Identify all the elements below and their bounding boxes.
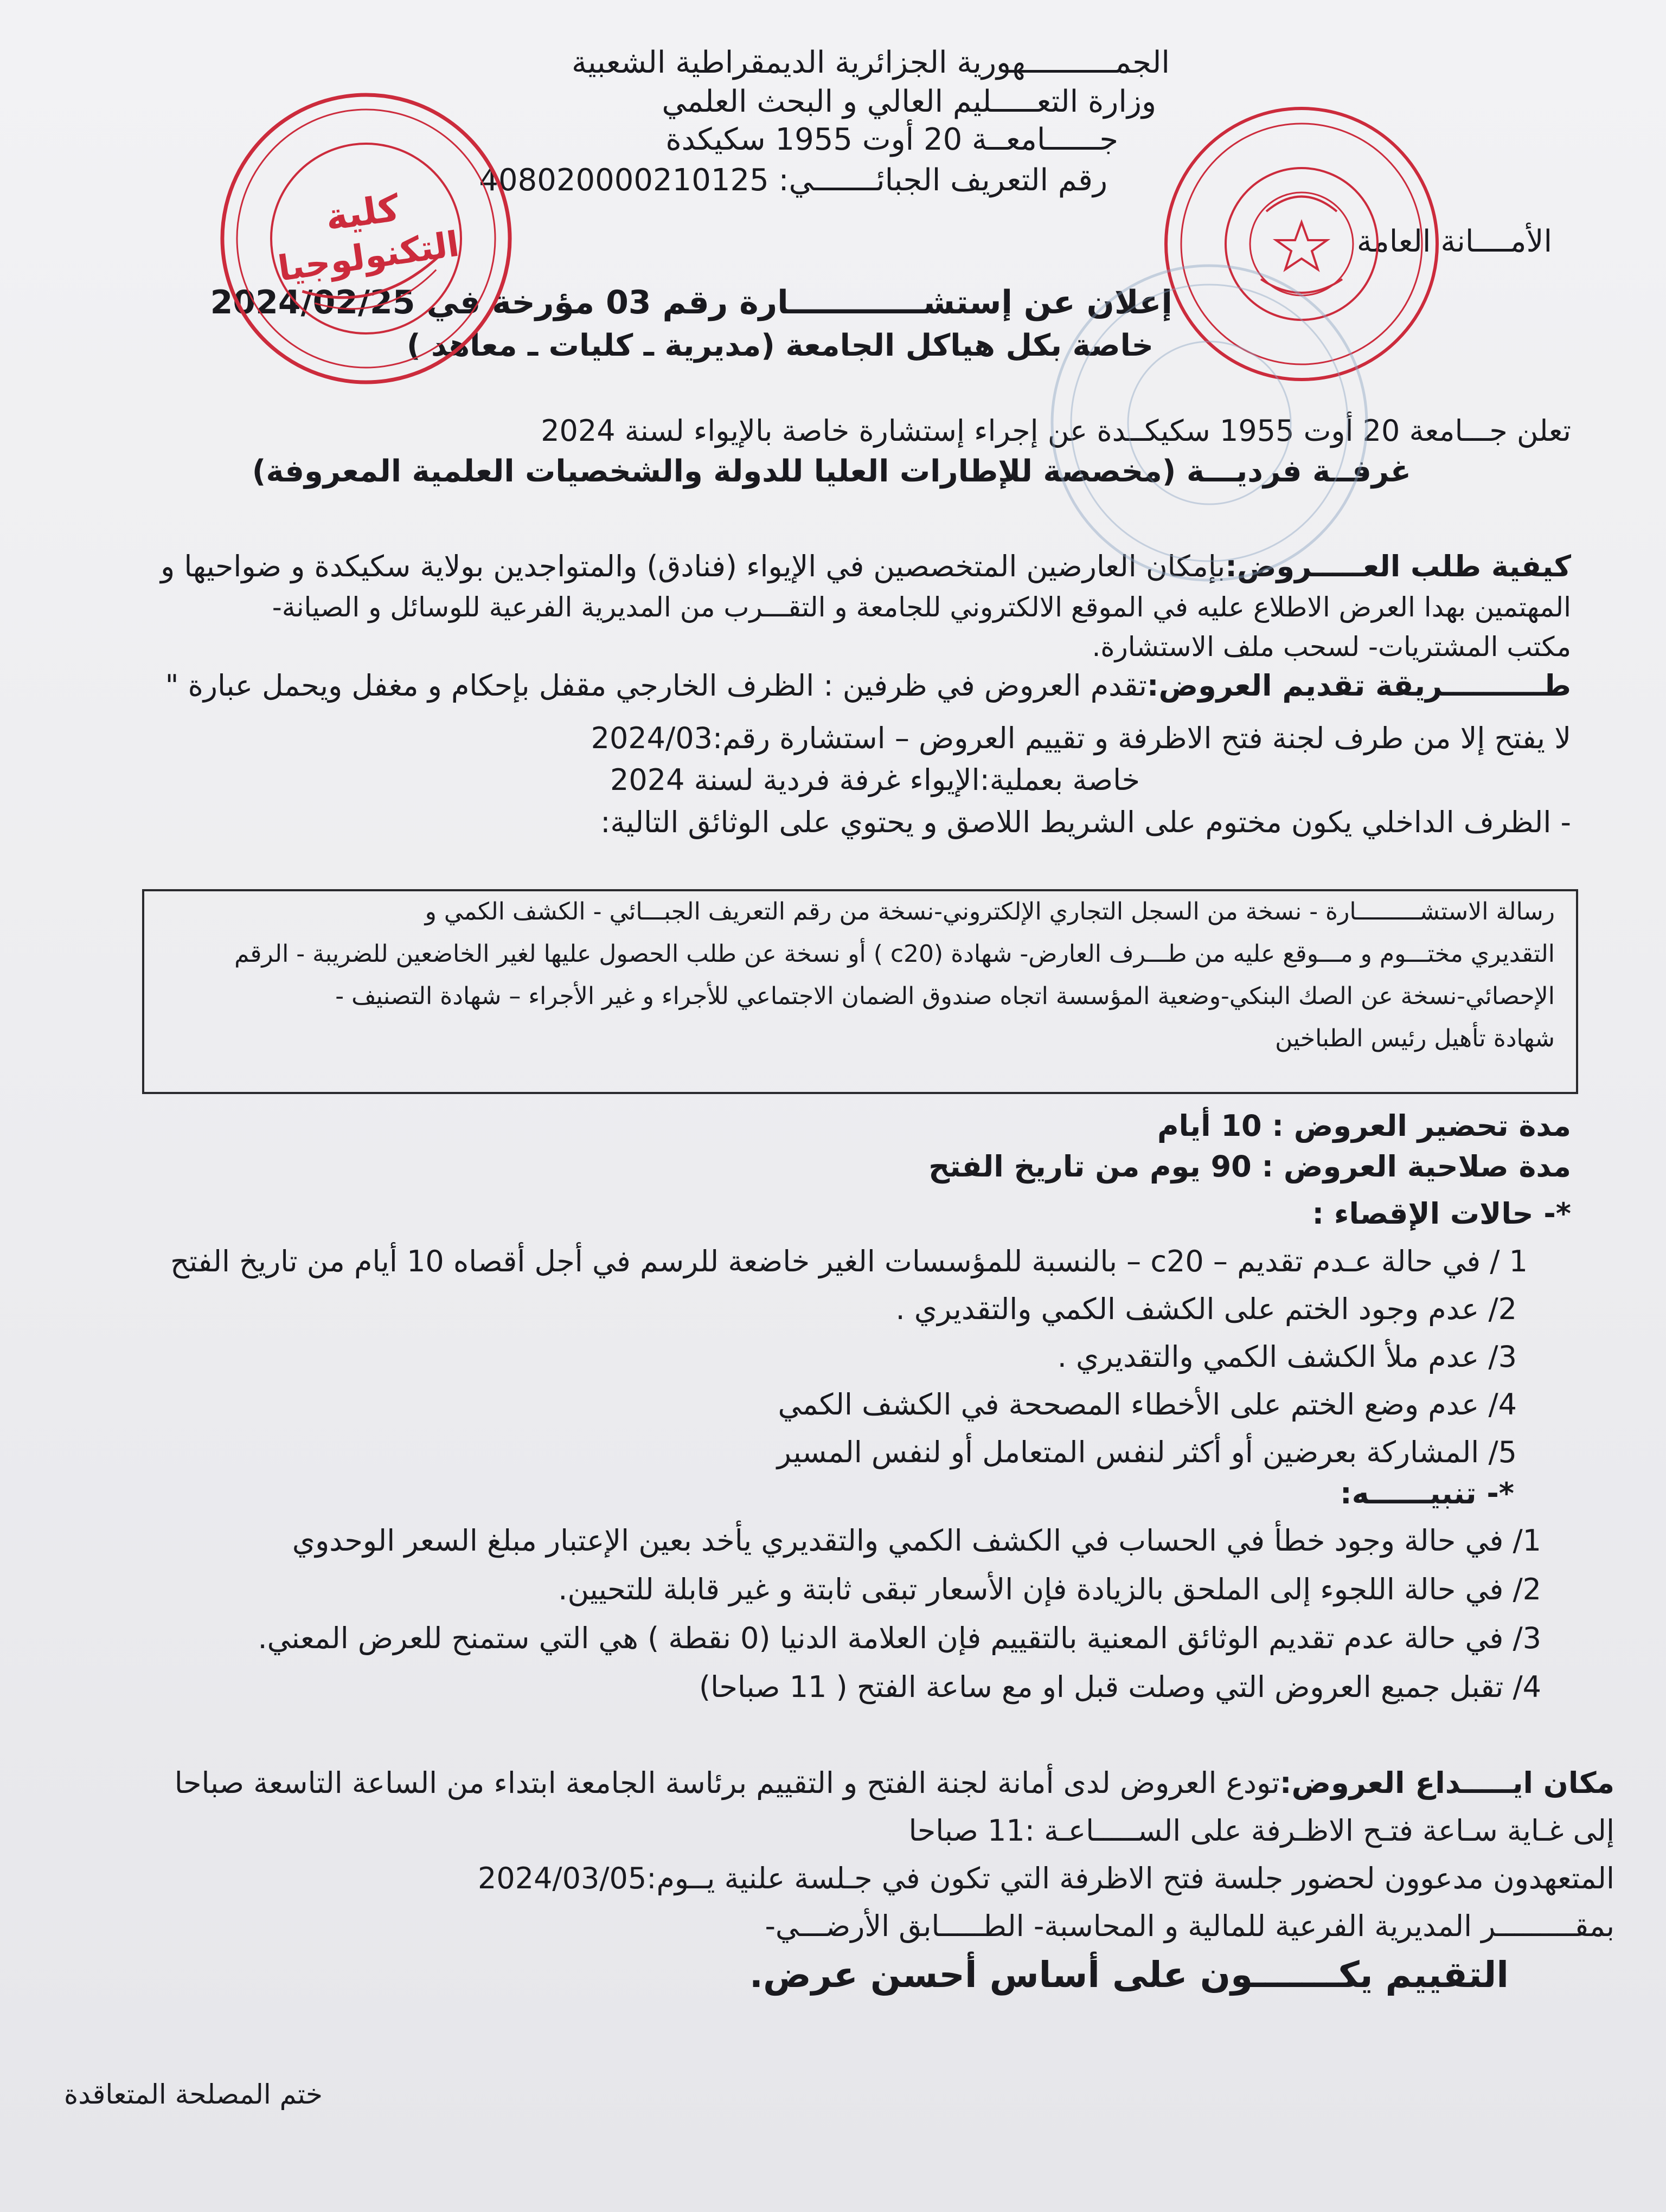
exclusion-item: 3/ عدم ملأ الكشف الكمي والتقديري .: [1057, 1340, 1517, 1374]
exclusion-item: 5/ المشاركة بعرضين أو أكثر لنفس المتعامل أو لنفس المسير: [777, 1435, 1517, 1469]
documents-line4: شهادة تأهيل رئيس الطباخين: [1275, 1025, 1555, 1052]
submission-line2: لا يفتح إلا من طرف لجنة فتح الاظرفة و تقييم العروض – استشارة رقم:2024/03: [591, 721, 1571, 755]
submission-line3: خاصة بعملية:الإيواء غرفة فردية لسنة 2024: [610, 763, 1140, 797]
room-type: غرفــة فرديـــة (مخصصة للإطارات العليا للدولة والشخصيات العلمية المعروفة): [252, 454, 1411, 489]
notice-item: 2/ في حالة اللجوء إلى الملحق بالزيادة فإن الأسعار تبقى ثابتة و غير قابلة للتحيين.: [558, 1572, 1541, 1606]
faint-blue-stamp: [1041, 255, 1377, 591]
submission-label: طــــــــــريقة تقديم العروض:: [1146, 668, 1571, 703]
submission-line1: طــــــــــريقة تقديم العروض:تقدم العروض في ظرفين : الظرف الخارجي مقفل بإحكام و مغفل ويحمل عبارة ": [165, 668, 1571, 703]
documents-line2: التقديري مختـــوم و مـــوقع عليه من طـــرف العارض- شهادة (c20 ) أو نسخة عن طلب الحصول عليها لغير الخاضعين للضريبة - الرقم: [234, 940, 1555, 968]
exclusion-item: 2/ عدم وجود الختم على الكشف الكمي والتقديري .: [895, 1292, 1517, 1326]
announcement-intro: تعلن جـــامعة 20 أوت 1955 سكيكــدة عن إجراء إستشارة خاصة بالإيواء لسنة 2024: [541, 414, 1571, 448]
notice-item: 1/ في حالة وجود خطأ في الحساب في الكشف الكمي والتقديري يأخد بعين الإعتبار مبلغ السعر الوحدوي: [292, 1523, 1541, 1558]
how-to-request-label: كيفية طلب العـــــروض:: [1225, 549, 1571, 583]
validity-duration: مدة صلاحية العروض : 90 يوم من تاريخ الفتح: [928, 1149, 1571, 1184]
ministry-heading: وزارة التعـــــليم العالي و البحث العلمي: [662, 84, 1156, 119]
secretary-general: الأمــــانة العامة: [1356, 224, 1552, 259]
tax-id: رقم التعريف الجبائـــــــي: 408020000210125: [479, 163, 1107, 198]
deposit-line1: مكان ايـــــداع العروض:تودع العروض لدى أمانة لجنة الفتح و التقييم برئاسة الجامعة ابتداء من الساعة التاسعة صباحا: [174, 1766, 1614, 1800]
announcement-subtitle: خاصة بكل هياكل الجامعة (مديرية ـ كليات ـ معاهد ): [406, 328, 1154, 363]
announcement-title: إعلان عن إستشــــــــــــارة رقم 03 مؤرخة في 2024/02/25: [210, 284, 1172, 321]
preparation-duration: مدة تحضير العروض : 10 أيام: [1157, 1109, 1571, 1143]
faculty-stamp-bottom-text: التكنولوجيا: [275, 224, 462, 290]
contractor-stamp-label: ختم المصلحة المتعاقدة: [64, 2079, 323, 2110]
deposit-line3: المتعهدون مدعوون لحضور جلسة فتح الاظرفة التي تكون في جـلسة علنية يــوم:2024/03/05: [478, 1861, 1614, 1895]
notice-item: 3/ في حالة عدم تقديم الوثائق المعنية بالتقييم فإن العلامة الدنيا (0 نقطة ) هي التي ستمنح للعرض المعني.: [258, 1621, 1541, 1655]
how-to-request-line1: كيفية طلب العـــــروض:بإمكان العارضين المتخصصين في الإيواء (فنادق) والمتواجدين بولاية سكيكدة و ضواحيها و: [161, 549, 1571, 583]
submission-line4: - الظرف الداخلي يكون مختوم على الشريط اللاصق و يحتوي على الوثائق التالية:: [600, 805, 1571, 839]
notice-item: 4/ تقبل جميع العروض التي وصلت قبل او مع ساعة الفتح ( 11 صباحا): [699, 1670, 1541, 1704]
deposit-label: مكان ايـــــداع العروض:: [1279, 1766, 1614, 1800]
deposit-line4: بمقـــــــــر المديرية الفرعية للمالية و المحاسبة- الطـــــابق الأرضـــي-: [765, 1909, 1614, 1943]
how-to-request-line3: مكتب المشتريات- لسحب ملف الاستشارة.: [1092, 631, 1571, 663]
documents-line3: الإحصائي-نسخة عن الصك البنكي-وضعية المؤسسة اتجاه صندوق الضمان الاجتماعي للأجراء و غير الأجراء – شهادة التصنيف -: [335, 982, 1555, 1010]
evaluation-basis: التقييم يكـــــــون على أساس أحسن عرض.: [749, 1954, 1509, 1996]
notice-title: *- تنبيــــــه:: [1340, 1476, 1514, 1510]
faculty-stamp-top-text: كلية: [323, 187, 402, 240]
republic-heading: الجمــــــــــهورية الجزائرية الديمقراطية الشعبية: [572, 45, 1170, 80]
faculty-stamp: [214, 87, 518, 390]
exclusion-item: 1 / في حالة عـدم تقديم – c20 – بالنسبة للمؤسسات الغير خاضعة للرسم في أجل أقصاه 10 أيام من تاريخ الفتح: [170, 1244, 1528, 1278]
university-heading: جــــــامعــة 20 أوت 1955 سكيكدة: [665, 122, 1118, 157]
deposit-line2: إلى غـاية سـاعة فتـح الاظـرفة على الســـــاعـة :11 صباحا: [908, 1814, 1614, 1848]
exclusion-title: *- حالات الإقصاء :: [1312, 1197, 1571, 1231]
exclusion-item: 4/ عدم وضع الختم على الأخطاء المصححة في الكشف الكمي: [778, 1387, 1517, 1422]
documents-line1: رسالة الاستشـــــــــارة - نسخة من السجل التجاري الإلكتروني-نسخة من رقم التعريف الجبـــائي - الكشف الكمي و: [425, 898, 1555, 925]
how-to-request-line2: المهتمين بهدا العرض الاطلاع عليه في الموقع الالكتروني للجامعة و التقـــرب من المديرية الفرعية للوسائل و الصيانة-: [272, 591, 1571, 623]
